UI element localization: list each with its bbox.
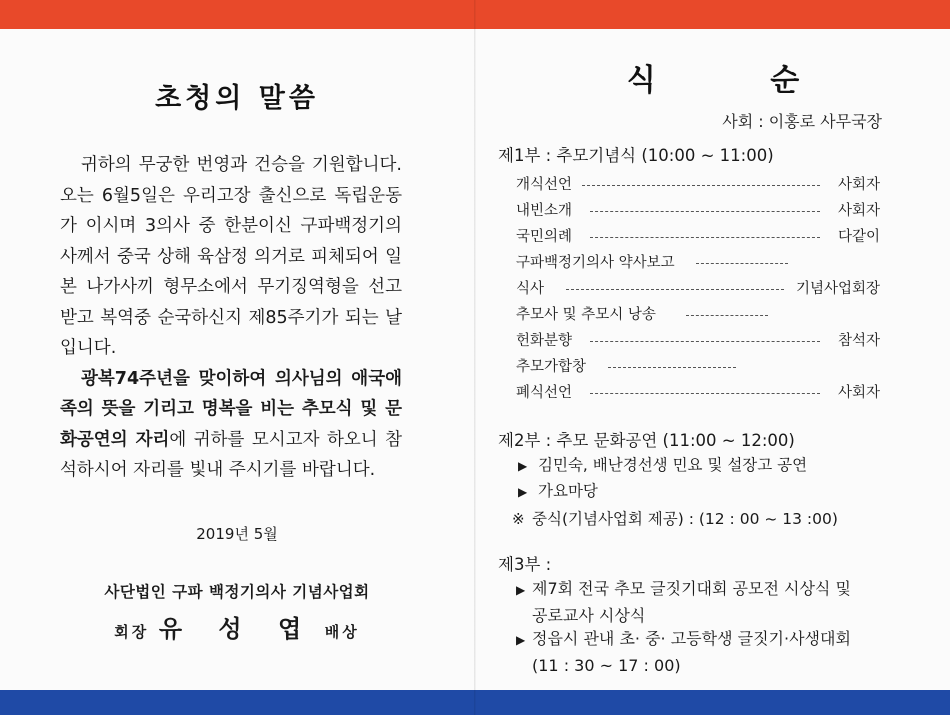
- invitation-paragraph-2-rest: 에 귀하를 모시고자 하오니 참석하시어 자리를 빛내 주시기를 바랍니다.: [60, 429, 402, 480]
- program-row: [516, 278, 880, 300]
- row-role: 사회자: [837, 203, 880, 219]
- part3-item-line2: 공로교사 시상식: [532, 606, 646, 625]
- row-name: 국민의례: [516, 229, 573, 245]
- invitation-body: [60, 150, 402, 486]
- program-row: [516, 252, 880, 274]
- row-name: 추모가합창: [516, 359, 587, 375]
- part2-item-text: 김민숙, 배난경선생 민요 및 설장고 공연: [538, 456, 808, 474]
- part3-item-line1: 정읍시 관내 초· 중· 고등학생 글짓기·사생대회: [532, 629, 851, 648]
- part3-item: [516, 576, 851, 628]
- program-row: [516, 356, 880, 378]
- invitation-date: 2019년 5월: [196, 525, 278, 543]
- top-band-red-right: [475, 0, 950, 29]
- triangle-bullet-icon: ▶: [516, 583, 526, 597]
- bottom-band-blue-left: [0, 690, 475, 715]
- program-title: 식 순: [626, 63, 852, 98]
- leader-dots: [686, 315, 768, 316]
- row-name: 식사: [516, 281, 545, 297]
- row-name: 구파백정기의사 약사보고: [516, 255, 675, 271]
- leader-dots: [590, 211, 820, 212]
- row-role: 기념사업회장: [795, 281, 880, 297]
- triangle-bullet-icon: ▶: [516, 633, 526, 647]
- program-row: [516, 226, 880, 248]
- invitation-paragraph-1: 귀하의 무궁한 번영과 건승을 기원합니다. 오는 6월5일은 우리고장 출신으로 독립운동가 이시며 3의사 중 한분이신 구파백정기의사께서 중국 상해 육삼정 의거로 피체되어 일본 나가사끼 형무소에서 무기징역형을 선고 받고 복역중 순국하신지 제85주기가 되는 날입니다.: [60, 155, 402, 358]
- program-row: [516, 200, 880, 222]
- part3-item-line2: (11 : 30 ~ 17 : 00): [532, 656, 681, 675]
- top-band-red: [0, 0, 475, 29]
- triangle-bullet-icon: ▶: [518, 459, 528, 473]
- row-role: 사회자: [837, 177, 880, 193]
- bottom-band-blue-right: [475, 690, 950, 715]
- row-role: 사회자: [837, 385, 880, 401]
- program-row: [516, 330, 880, 352]
- signature-prefix: 회장: [114, 623, 150, 641]
- invitation-title: 초청의 말씀: [155, 83, 319, 114]
- lunch-note: [512, 508, 838, 530]
- leader-dots: [582, 185, 820, 186]
- row-name: 추모사 및 추모시 낭송: [516, 307, 656, 323]
- triangle-bullet-icon: ▶: [518, 485, 528, 499]
- signature-name: 유 성 엽: [158, 615, 316, 643]
- leader-dots: [608, 367, 736, 368]
- program-row: [516, 174, 880, 196]
- row-role: 참석자: [837, 333, 880, 349]
- part2-item: [518, 454, 807, 477]
- part2-item: [518, 480, 598, 503]
- leader-dots: [566, 289, 784, 290]
- program-host: 사회 : 이홍로 사무국장: [722, 112, 882, 131]
- part3-item: [516, 626, 851, 678]
- part1-heading: 제1부 : 추모기념식 (10:00 ~ 11:00): [498, 146, 774, 165]
- leader-dots: [590, 393, 820, 394]
- invitation-paragraph-2-bold: 광복74주년을 맞이하여 의사님의 애국애족의 뜻을 기리고 명복을 비는 추모식 및 문화공연의 자리: [60, 368, 402, 450]
- reference-mark-icon: ※: [512, 510, 525, 528]
- leader-dots: [696, 263, 788, 264]
- part2-item-text: 가요마당: [538, 482, 598, 500]
- leader-dots: [590, 341, 820, 342]
- row-name: 내빈소개: [516, 203, 573, 219]
- leader-dots: [590, 237, 820, 238]
- lunch-text: 중식(기념사업회 제공) : (12 : 00 ~ 13 :00): [532, 510, 838, 528]
- program-page: [476, 29, 950, 690]
- invitation-page: [0, 29, 474, 690]
- row-name: 헌화분향: [516, 333, 573, 349]
- row-name: 개식선언: [516, 177, 573, 193]
- invitation-paragraph-2: [60, 364, 402, 486]
- part3-item-line1: 제7회 전국 추모 글짓기대회 공모전 시상식 및: [532, 579, 851, 598]
- part2-heading: 제2부 : 추모 문화공연 (11:00 ~ 12:00): [498, 431, 795, 450]
- program-row: [516, 304, 880, 326]
- invitation-signature: [0, 609, 474, 644]
- row-name: 폐식선언: [516, 385, 573, 401]
- signature-suffix: 배상: [324, 623, 360, 641]
- part3-heading: 제3부 :: [498, 555, 552, 574]
- program-row: [516, 382, 880, 404]
- invitation-organization: 사단법인 구파 백정기의사 기념사업회: [104, 583, 370, 601]
- row-role: 다같이: [837, 229, 880, 245]
